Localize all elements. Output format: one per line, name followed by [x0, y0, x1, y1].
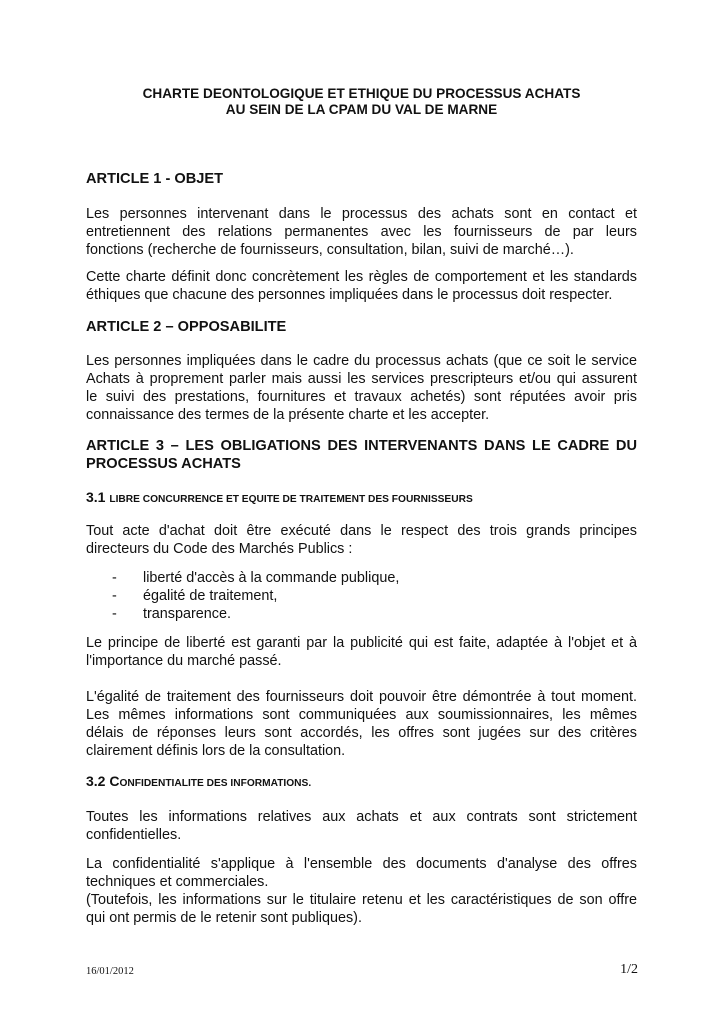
text-line: Les personnes intervenant dans le processus des achats sont en contact et — [86, 206, 637, 222]
principles-list — [112, 569, 399, 623]
article-2-heading: ARTICLE 2 – OPPOSABILITE — [86, 319, 287, 335]
text-line: entretiennent des relations permanentes avec les fournisseurs de par leurs — [86, 224, 637, 240]
text-line: le suivi des prestations, fournitures et travaux achetés) sont réputées avoir pris — [86, 389, 637, 405]
section-3-2-paragraph-2 — [86, 855, 637, 927]
section-number: 3.2 — [86, 773, 106, 789]
page-number: 1/2 — [620, 962, 638, 977]
text-line: clairement définis lors de la consultation. — [86, 743, 346, 759]
section-title-initial: C — [109, 773, 120, 789]
title-line-1: CHARTE DEONTOLOGIQUE ET ETHIQUE DU PROCESSUS ACHATS — [142, 86, 581, 101]
list-item — [112, 605, 399, 623]
text-line: fonctions (recherche de fournisseurs, consultation, bilan, suivi de marché…). — [86, 242, 574, 258]
article-2-paragraph-1 — [86, 352, 637, 424]
section-3-1-paragraph-2 — [86, 634, 637, 670]
text-line: La confidentialité s'applique à l'ensemble des documents d'analyse des offres — [86, 856, 637, 872]
list-item — [112, 587, 399, 605]
list-item-text: égalité de traitement, — [143, 588, 278, 604]
article-1-paragraph-2 — [86, 268, 637, 304]
heading-line: PROCESSUS ACHATS — [86, 456, 241, 472]
text-line: directeurs du Code des Marchés Publics : — [86, 541, 353, 557]
section-3-2-heading — [86, 773, 637, 792]
article-3-heading — [86, 437, 637, 473]
section-3-1-paragraph-3 — [86, 688, 637, 760]
section-title: LIBRE CONCURRENCE ET EQUITE DE TRAITEMENT DES FOURNISSEURS — [109, 494, 473, 505]
list-item — [112, 569, 399, 587]
section-3-2-paragraph-1 — [86, 808, 637, 844]
text-line: Achats à proprement parler mais aussi les services prescripteurs et/ou qui assurent — [86, 371, 637, 387]
section-title-rest: ONFIDENTIALITE DES INFORMATIONS. — [119, 778, 312, 789]
dash-bullet-icon: - — [112, 570, 117, 586]
text-line: qui ont permis de le retenir sont publiques). — [86, 910, 362, 926]
title-line-2: AU SEIN DE LA CPAM DU VAL DE MARNE — [225, 102, 498, 117]
article-1-paragraph-1 — [86, 205, 637, 259]
section-3-1-intro — [86, 522, 637, 558]
text-line: l'importance du marché passé. — [86, 653, 282, 669]
dash-bullet-icon: - — [112, 606, 117, 622]
list-item-text: transparence. — [143, 606, 231, 622]
footer-date: 16/01/2012 — [86, 966, 134, 977]
text-line: Les mêmes informations sont communiquées aux soumissionnaires, les mêmes — [86, 707, 637, 723]
text-line: éthiques que chacune des personnes impliquées dans le processus doit respecter. — [86, 287, 613, 303]
text-line: (Toutefois, les informations sur le titulaire retenu et les caractéristiques de son offre — [86, 892, 637, 908]
dash-bullet-icon: - — [112, 588, 117, 604]
document-title — [86, 86, 637, 118]
list-item-text: liberté d'accès à la commande publique, — [143, 570, 400, 586]
text-line: L'égalité de traitement des fournisseurs doit pouvoir être démontrée à tout moment. — [86, 689, 637, 705]
section-title — [109, 773, 311, 789]
text-line: Le principe de liberté est garanti par la publicité qui est faite, adaptée à l'objet et à — [86, 635, 637, 651]
text-line: Les personnes impliquées dans le cadre du processus achats (que ce soit le service — [86, 353, 637, 369]
section-number: 3.1 — [86, 489, 106, 505]
text-line: Cette charte définit donc concrètement les règles de comportement et les standards — [86, 269, 637, 285]
text-line: techniques et commerciales. — [86, 874, 269, 890]
text-line: connaissance des termes de la présente charte et les accepter. — [86, 407, 490, 423]
text-line: délais de réponses leurs sont accordés, les offres sont jugées sur des critères — [86, 725, 637, 741]
text-line: Toutes les informations relatives aux achats et aux contrats sont strictement — [86, 809, 637, 825]
heading-line: ARTICLE 3 – LES OBLIGATIONS DES INTERVENANTS DANS LE CADRE DU — [86, 438, 637, 454]
section-3-1-heading — [86, 489, 637, 508]
article-1-heading: ARTICLE 1 - OBJET — [86, 171, 224, 187]
text-line: Tout acte d'achat doit être exécuté dans le respect des trois grands principes — [86, 523, 637, 539]
text-line: confidentielles. — [86, 827, 182, 843]
